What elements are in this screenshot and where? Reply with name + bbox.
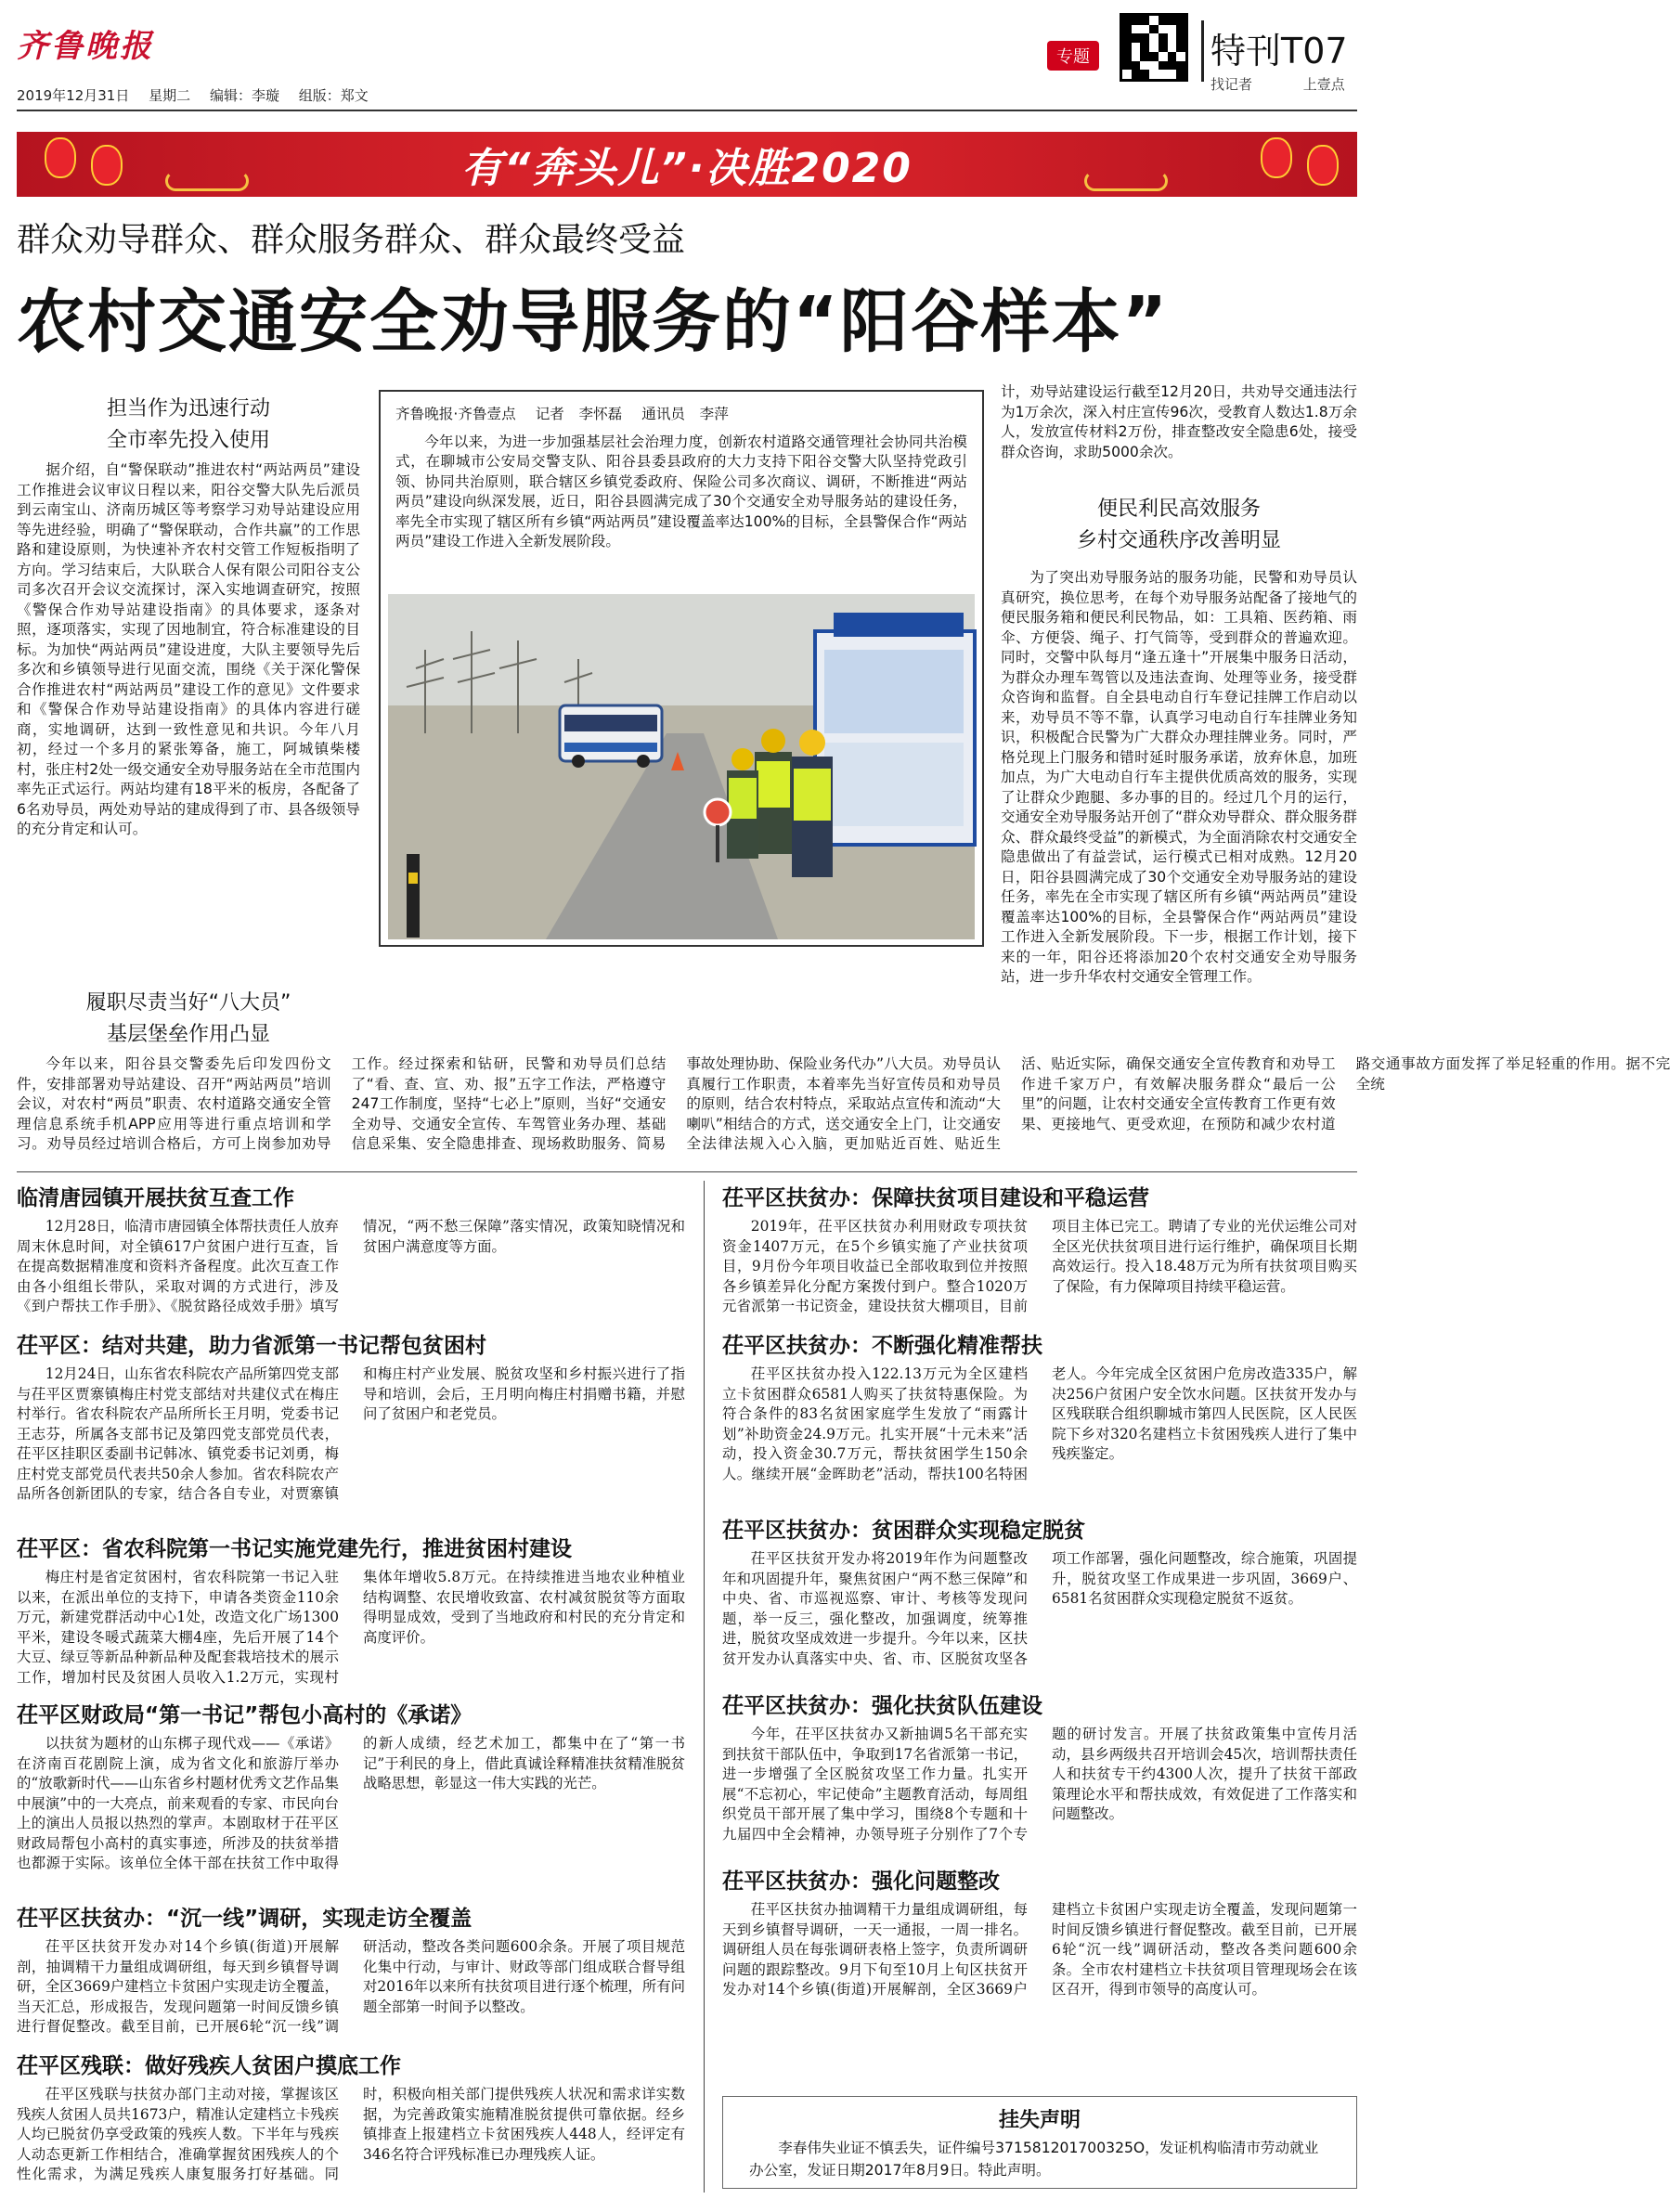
qr-code-icon[interactable]: [1120, 13, 1188, 82]
news-brief-title: 茌平区残联：做好残疾人贫困户摸底工作: [17, 2054, 401, 2078]
news-brief: [17, 1181, 685, 1319]
topic-banner: [17, 132, 1357, 197]
byline-paper: 齐鲁晚报·齐鲁壹点: [395, 406, 516, 422]
news-brief-text: 2019年，茌平区扶贫办利用财政专项扶贫资金1407万元，在5个乡镇实施了产业扶贫项目，9月份今年项目收益已全部收取到位并按照各乡镇差异化分配方案拨付到户。整合1020万元省派第一书记资金，建设扶贫大棚项目，目前项目主体已完工。聘请了专业的光伏运维公司对全区光伏扶贫项目进行运行维护，确保项目长期高效运行。投入18.48万元为所有扶贫项目购买了保险，有力保障项目持续平稳运营。: [722, 1218, 1357, 1314]
section-heading-line: 便民利民高效服务: [1096, 498, 1261, 521]
news-left-column: [17, 1181, 685, 2196]
cloud-ornament-icon: [1084, 171, 1168, 191]
news-brief-text: 今年，茌平区扶贫办又新抽调5名干部充实到扶贫干部队伍中，争取到17名省派第一书记，进一步增强了全区脱贫攻坚工作力量。扎实开展“不忘初心，牢记使命”主题教育活动，每周组织党员干部开展了集中学习，围绕8个专题和十九届四中全会精神，办领导班子分别作了7个专题的研讨发言。开展了扶贫政策集中宣传月活动，县乡两级共召开培训会45次，培训帮扶责任人和扶贫专干约4300人次，提升了扶贫干部政策理论水平和帮扶成效，有效促进了工作落实和问题整改。: [722, 1726, 1357, 1843]
article-subtitle: 群众劝导群众、群众服务群众、群众最终受益: [17, 221, 686, 259]
article-text-col4-top: 计，劝导站建设运行截至12月20日，共劝导交通违法行为1万余次，深入村庄宣传96次，受教育人数达1.8万余人，发放宣传材料2万份，排查整改安全隐患6处，接受群众咨询，求助5000余次。: [1001, 383, 1357, 460]
section-heading-2: [17, 988, 360, 1051]
issue-weekday: 星期二: [149, 87, 191, 104]
lantern-icon: [1307, 145, 1339, 186]
news-brief: [17, 1901, 685, 2039]
section-heading-line: 乡村交通秩序改善明显: [1076, 529, 1281, 552]
news-brief-title: 茌平区扶贫办：保障扶贫项目建设和平稳运营: [722, 1186, 1149, 1210]
news-brief: [17, 1698, 685, 1892]
news-brief: [722, 1513, 1357, 1679]
byline-correspondent: 通讯员 李萍: [641, 406, 729, 422]
news-brief: [17, 1532, 685, 1688]
lantern-icon: [91, 145, 123, 186]
news-right-column: [722, 1181, 1357, 2011]
header-rule: [17, 110, 1357, 111]
news-brief: [722, 1181, 1357, 1319]
banner-text: 有“奔头儿”·决胜2020: [461, 145, 913, 192]
reporter-label: 找记者: [1210, 76, 1253, 93]
news-brief: [722, 1864, 1357, 2002]
header-credits: [1210, 74, 1392, 94]
news-brief: [17, 1328, 685, 1522]
news-brief-title: 茌平区扶贫办：“沉一线”调研，实现走访全覆盖: [17, 1907, 473, 1931]
news-brief-title: 临清唐园镇开展扶贫互查工作: [17, 1186, 294, 1210]
news-brief-text: 梅庄村是省定贫困村，省农科院第一书记入驻以来，在派出单位的支持下，申请各类资金110余万元，新建党群活动中心1处，改造文化广场1300平米，建设冬暖式蔬菜大棚4座，先后开展了14个大豆、绿豆等新品种新品种及配套栽培技术的展示工作，增加村民及贫困人员收入1.2万元，实现村集体年增收5.8万元。在持续推进当地农业种植业结构调整、农民增收致富、农村减贫脱贫等方面取得明显成效，受到了当地政府和村民的充分肯定和高度评价。: [17, 1569, 685, 1686]
news-brief-text: 茌平区扶贫办投入122.13万元为全区建档立卡贫困群众6581人购买了扶贫特惠保险。为符合条件的83名贫困家庭学生发放了“雨露计划”补助资金24.9万元。扎实开展“十元未来”活动，投入资金30.7万元，帮扶贫困学生150余人。继续开展“金晖助老”活动，帮扶100名特困老人。今年完成全区贫困户危房改造335户，解决256户贫困户安全饮水问题。区扶贫开发办与区残联联合组织聊城市第四人民医院，区人民医院下乡对320名建档立卡贫困残疾人进行了集中残疾鉴定。: [722, 1365, 1357, 1482]
news-brief-text: 茌平区扶贫开发办将2019年作为问题整改年和巩固提升年，聚焦贫困户“两不愁三保障”和中央、省、市巡视巡察、审计、考核等发现问题，举一反三，强化整改，加强调度，统筹推进，脱贫攻坚成效进一步提升。今年以来，区扶贫开发办认真落实中央、省、市、区脱贫攻坚各项工作部署，强化问题整改，综合施策，巩固提升，脱贫攻坚工作成果进一步巩固，3669户、6581名贫困群众实现稳定脱贫不返贫。: [722, 1550, 1357, 1667]
column-divider: [704, 1181, 705, 2193]
section-heading-line: 担当作为迅速行动: [106, 397, 270, 420]
news-brief: [722, 1328, 1357, 1504]
news-brief-title: 茌平区：结对共建，助力省派第一书记帮包贫困村: [17, 1334, 486, 1358]
header-divider: [1201, 20, 1204, 82]
cloud-ornament-icon: [165, 171, 249, 191]
lost-notice-title: 挂失声明: [998, 2109, 1081, 2132]
news-brief-text: 12月24日，山东省农科院农产品所第四党支部与茌平区贾寨镇梅庄村党支部结对共建仪式在梅庄村举行。省农科院农产品所所长王月明，党委书记王志芬，所属各支部书记及第四党支部党员代表，茌平区挂职区委副书记韩冰、镇党委书记刘勇，梅庄村党支部党员代表共50余人参加。省农科院农产品所各创新团队的专家，结合各自专业，对贾寨镇和梅庄村产业发展、脱贫攻坚和乡村振兴进行了指导和培训，会后，王月明向梅庄村捐赠书籍，并慰问了贫困户和老党员。: [17, 1365, 685, 1502]
article-text-section1: 据介绍，自“警保联动”推进农村“两站两员”建设工作推进会议审议日程以来，阳谷交警大队先后派员到云南宝山、济南历城区等考察学习劝导站建设应用等先进经验，明确了“警保联动，合作共赢”的工作思路和建设原则，为快速补齐农村交管工作短板指明了方向。学习结束后，大队联合人保有限公司阳谷支公司多次召开会议交流探讨，深入实地调查研究，按照《警保合作劝导站建设指南》的具体要求，逐条对照，逐项落实，实现了因地制宜，符合标准建设的目标。为加快“两站两员”建设进度，大队主要领导先后多次和乡镇领导进行见面交流，围绕《关于深化警保合作推进农村“两站两员”建设工作的意见》文件要求和《警保合作劝导站建设指南》的具体内容进行磋商，实地调研，达到一致性意见和共识。今年八月初，经过一个多月的紧张筹备，施工，阿城镇柴楼村，张庄村2处一级交通安全劝导服务站在全市范围内率先正式运行。两站均建有18平米的板房，各配备了6名劝导员，两处劝导站的建成得到了市、县各级领导的充分肯定和认可。: [17, 461, 360, 837]
editor-credit: 编辑：李璇: [209, 87, 279, 104]
lost-notice: [722, 2096, 1357, 2189]
page-tag: [1210, 22, 1348, 73]
lantern-icon: [45, 137, 76, 178]
designer-credit: 组版：郑文: [298, 87, 369, 104]
section-heading-line: 履职尽责当好“八大员”: [85, 991, 291, 1015]
lost-notice-text: 李春伟失业证不慎丢失，证件编号371581201700325O，发证机构临清市劳动就业办公室，发证日期2017年8月9日。特此声明。: [749, 2140, 1319, 2179]
news-brief: [17, 2049, 685, 2187]
news-brief-title: 茌平区：省农科院第一书记实施党建先行，推进贫困村建设: [17, 1537, 572, 1561]
news-brief-text: 茌平区残联与扶贫办部门主动对接，掌握该区残疾人贫困人员共1673户，精准认定建档立卡残疾人均已脱贫仍享受政策的残疾人数。下半年与残疾人动态更新工作相结合，准确掌握贫困残疾人的个性化需求，为满足残疾人康复服务打好基础。同时，积极向相关部门提供残疾人状况和需求详实数据，为完善政策实施精准脱贫提供可靠依据。经乡镇排查上报建档立卡贫困残疾人448人，经评定有346名符合评残标准已办理残疾人证。: [17, 2086, 685, 2182]
news-brief-text: 茌平区扶贫办抽调精干力量组成调研组，每天到乡镇督导调研，一天一通报，一周一排名。调研组人员在每张调研表格上签字，负责所调研问题的跟踪整改。9月下旬至10月上旬区扶贫开发办对14个乡镇(街道)开展解剖，全区3669户建档立卡贫困户实现走访全覆盖，发现问题第一时间反馈乡镇进行督促整改。截至目前，已开展6轮“沉一线”调研活动，整改各类问题600余条。全市农村建档立卡扶贫项目管理现场会在该区召开，得到市领导的高度认可。: [722, 1901, 1357, 1998]
byline-reporter: 记者 李怀磊: [535, 406, 623, 422]
news-brief-title: 茌平区财政局“第一书记”帮包小高村的《承诺》: [17, 1703, 473, 1727]
issue-date: 2019年12月31日: [17, 87, 130, 104]
news-brief-title: 茌平区扶贫办：强化扶贫队伍建设: [722, 1694, 1042, 1718]
section-name: 特刊: [1210, 31, 1282, 71]
roadside-station-photo: [388, 594, 975, 939]
news-brief-text: 12月28日，临清市唐园镇全体帮扶责任人放弃周末休息时间，对全镇617户贫困户进行互查，旨在提高数据精准度和资料齐备程度。此次互查工作由各小组组长带队，采取对调的方式进行，涉及《到户帮扶工作手册》、《脱贫路径成效手册》填写情况，“两不愁三保障”落实情况，政策知晓情况和贫困户满意度等方面。: [17, 1218, 685, 1314]
news-brief-title: 茌平区扶贫办：贫困群众实现稳定脱贫: [722, 1519, 1085, 1543]
masthead-logo: 齐鲁晚报: [17, 28, 154, 65]
lede-text: 今年以来，为进一步加强基层社会治理力度，创新农村道路交通管理社会协同共治模式，在聊城市公安局交警支队、阳谷县委县政府的大力支持下阳谷交警大队坚持党政引领、协同共治原则，联合辖区乡镇党委政府、保险公司多次商议、调研，不断推进“两站两员”建设向纵深发展，近日，阳谷县圆满完成了30个交通安全劝导服务站的建设任务，率先全市实现了辖区所有乡镇“两站两员”建设覆盖率达100%的目标，全县警保合作“两站两员”建设工作进入全新发展阶段。: [395, 433, 967, 550]
dateline: [17, 85, 383, 105]
article-title: 农村交通安全劝导服务的“阳谷样本”: [17, 282, 1170, 362]
section-heading-line: 全市率先投入使用: [106, 429, 270, 452]
news-brief-title: 茌平区扶贫办：不断强化精准帮扶: [722, 1334, 1042, 1358]
lede: [395, 405, 967, 552]
news-brief: [722, 1688, 1357, 1855]
article-text-section2: 今年以来，阳谷县交警委先后印发四份文件，安排部署劝导站建设、召开“两站两员”培训会议，对农村“两员”职责、农村道路交通安全管理信息系统手机APP应用等进行重点培训和学习。劝导员经过培训合格后，方可上岗参加劝导工作。经过探索和钻研，民警和劝导员们总结了“看、查、宣、劝、报”五字工作法，严格遵守247工作制度，坚持“七必上”原则，当好“交通安全劝导、交通安全宣传、车驾管业务办理、基础信息采集、安全隐患排查、现场救助服务、简易事故处理协助、保险业务代办”八大员。劝导员认真履行工作职责，本着率先当好宣传员和劝导员的原则，结合农村特点，采取站点宣传和流动“大喇叭”相结合的方式，送交通安全上门，让交通安全法律法规入心入脑，更加贴近百姓、贴近生活、贴近实际，确保交通安全宣传教育和劝导工作进千家万户，有效解决服务群众“最后一公里”的问题，让农村交通安全宣传教育工作更有效果、更接地气、更受欢迎，在预防和减少农村道路交通事故方面发挥了举足轻重的作用。据不完全统: [17, 1055, 1670, 1152]
page-number: T07: [1281, 31, 1348, 71]
section-heading-1: [17, 394, 360, 457]
client-label: 上壹点: [1302, 76, 1345, 93]
section-heading-3: [1001, 494, 1357, 557]
byline: [395, 405, 967, 425]
section-divider: [17, 1171, 1357, 1172]
news-brief-title: 茌平区扶贫办：强化问题整改: [722, 1869, 1000, 1894]
topic-badge: 专题: [1047, 41, 1099, 71]
news-brief-text: 以扶贫为题材的山东梆子现代戏——《承诺》在济南百花剧院上演，成为省文化和旅游厅举办的“放歌新时代——山东省乡村题材优秀文艺作品集中展演”中的一大亮点，前来观看的专家、市民向台上的演出人员报以热烈的掌声。本剧取材于茌平区财政局帮包小高村的真实事迹，所涉及的扶贫举措也都源于实际。该单位全体干部在扶贫工作中取得的新人成绩，经艺术加工，都集中在了“第一书记”于利民的身上，借此真诚诠释精准扶贫精准脱贫战略思想，彰显这一伟大实践的光芒。: [17, 1735, 685, 1871]
article-text-section3: 为了突出劝导服务站的服务功能，民警和劝导员认真研究，换位思考，在每个劝导服务站配备了接地气的便民服务箱和便民利民物品，如：工具箱、医药箱、雨伞、方便袋、绳子、打气筒等，受到群众的普遍欢迎。同时，交警中队每月“逢五逢十”开展集中服务日活动，为群众办理车驾管以及违法查询、处理等业务，接受群众咨询和监督。自全县电动自行车登记挂牌工作启动以来，劝导员不等不靠，认真学习电动自行车挂牌业务知识，积极配合民警为广大群众办理挂牌业务。同时，严格兑现上门服务和错时延时服务承诺，放弃休息，加班加点，为广大电动自行车主提供优质高效的服务，实现了让群众少跑腿、多办事的目的。经过几个月的运行，交通安全劝导服务站开创了“群众劝导群众、群众服务群众、群众最终受益”的新模式，为全面消除农村交通安全隐患做出了有益尝试，运行模式已相对成熟。12月20日，阳谷县圆满完成了30个交通安全劝导服务站的建设任务，率先在全市实现了辖区所有乡镇“两站两员”建设覆盖率达100%的目标，全县警保合作“两站两员”建设工作进入全新发展阶段。下一步，根据工作计划，接下来的一年，阳谷还将添加20个农村交通安全劝导服务站，进一步升华农村交通安全管理工作。: [1001, 569, 1357, 985]
news-photo: [388, 594, 975, 939]
lantern-icon: [1261, 137, 1292, 178]
news-brief-text: 茌平区扶贫开发办对14个乡镇(街道)开展解剖，抽调精干力量组成调研组，每天到乡镇督导调研，全区3669户建档立卡贫困户实现走访全覆盖，当天汇总，形成报告，发现问题第一时间反馈乡镇进行督促整改。截至目前，已开展6轮“沉一线”调研活动，整改各类问题600余条。开展了项目规范化集中行动，与审计、财政等部门组成联合督导组对2016年以来所有扶贫项目进行逐个梳理，所有问题全部第一时间予以整改。: [17, 1938, 685, 2035]
section-heading-line: 基层堡垒作用凸显: [106, 1023, 270, 1046]
